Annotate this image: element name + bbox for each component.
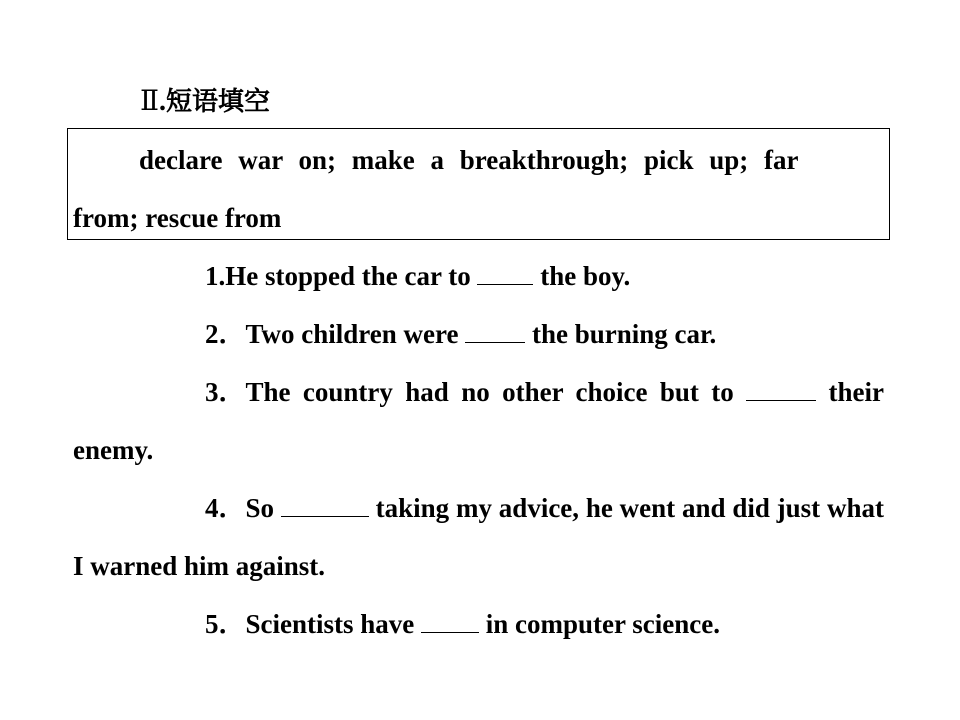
answer-blank[interactable]	[281, 494, 369, 517]
section-title: 短语填空	[166, 87, 271, 117]
answer-blank[interactable]	[477, 262, 533, 285]
word-bank-text-1: declare war on; make a breakthrough; pick up; far	[139, 145, 799, 175]
question-number: 4．	[205, 493, 246, 523]
question-text-after: the boy.	[533, 261, 631, 291]
question-text-after: the burning car.	[525, 319, 717, 349]
question-text-after: their enemy.	[73, 377, 884, 465]
section-roman-numeral: Ⅱ	[140, 86, 160, 117]
word-bank-line-1	[73, 131, 884, 189]
question-number: 5．	[205, 609, 246, 639]
question-5	[73, 595, 884, 653]
section-heading	[140, 84, 270, 120]
answer-blank[interactable]	[465, 320, 525, 343]
question-text-before: Scientists have	[245, 609, 421, 639]
question-1	[73, 247, 884, 305]
question-text-before: So	[245, 493, 281, 523]
word-bank-line-2	[73, 189, 884, 247]
question-text-after: in computer science.	[479, 609, 720, 639]
question-number: 3．	[205, 377, 246, 407]
question-text-before: He stopped the car to	[225, 261, 478, 291]
question-4	[73, 479, 884, 595]
section-dot: .	[159, 86, 167, 117]
question-number: 2．	[205, 319, 246, 349]
answer-blank[interactable]	[746, 378, 816, 401]
question-2	[73, 305, 884, 363]
word-bank-text-2: from; rescue from	[73, 203, 282, 233]
question-number: 1.	[205, 261, 226, 291]
question-text-after: taking my advice, he went and did just what I warned him against.	[73, 493, 884, 581]
answer-blank[interactable]	[421, 610, 479, 633]
question-text-before: The country had no other choice but to	[245, 377, 747, 407]
question-3	[73, 363, 884, 479]
question-text-before: Two children were	[245, 319, 466, 349]
